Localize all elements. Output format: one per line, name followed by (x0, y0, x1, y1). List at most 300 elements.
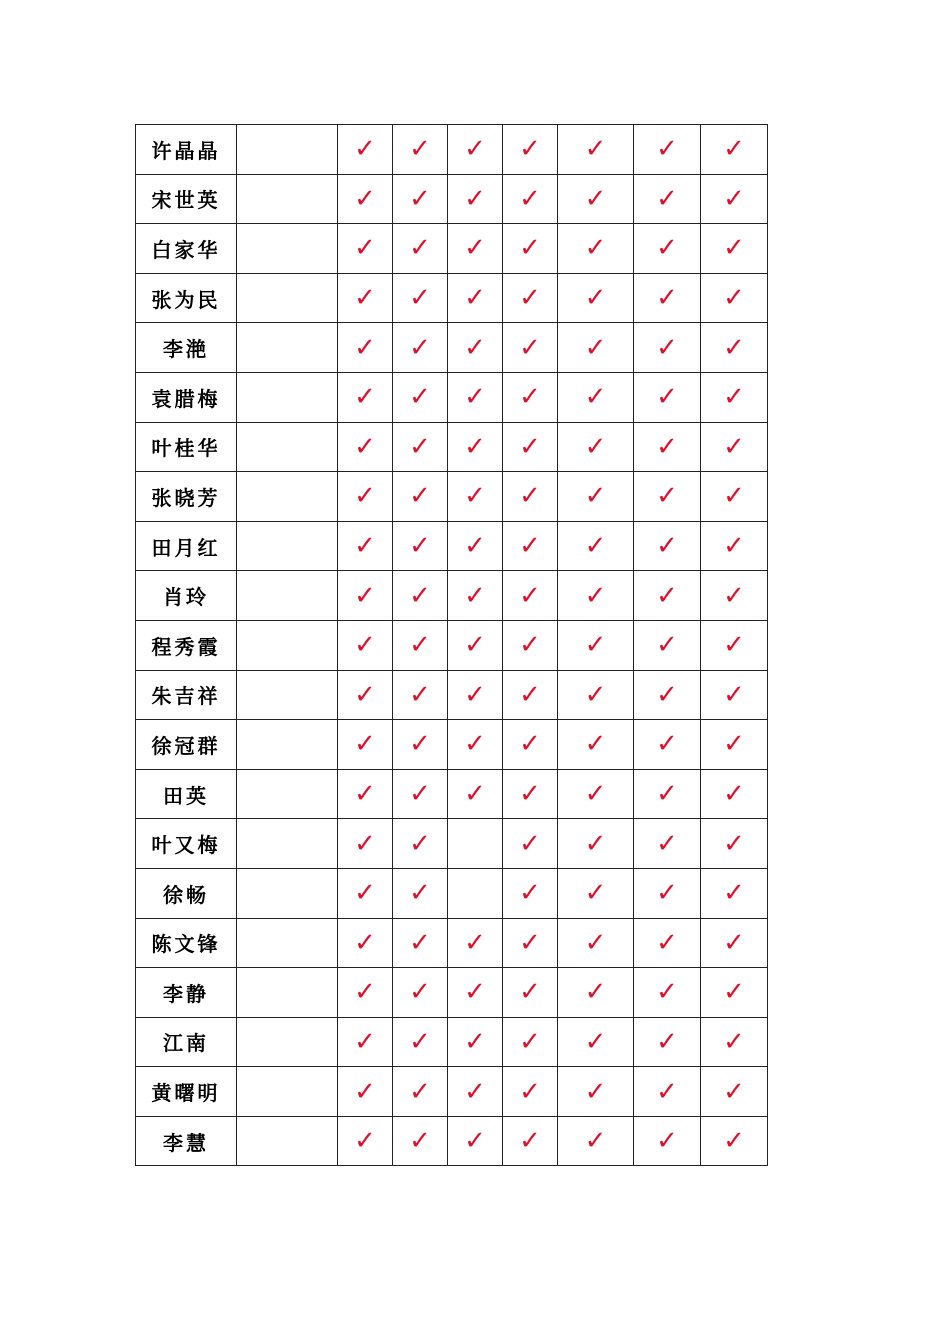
check-icon: ✓ (723, 531, 745, 562)
name-cell: 程秀霞 (136, 620, 237, 670)
check-icon: ✓ (656, 283, 678, 314)
check-mark-cell (338, 868, 393, 918)
check-icon: ✓ (584, 481, 607, 512)
check-icon: ✓ (584, 332, 607, 363)
check-icon: ✓ (519, 779, 541, 810)
check-mark-cell (393, 918, 448, 968)
check-mark-cell (338, 819, 393, 869)
check-mark-cell (701, 224, 768, 274)
blank-cell (237, 422, 338, 472)
check-mark-cell (558, 1067, 634, 1117)
check-mark-cell (701, 472, 768, 522)
check-mark-cell (558, 620, 634, 670)
table-row (136, 819, 768, 869)
check-icon: ✓ (656, 332, 678, 363)
check-mark-cell (503, 472, 558, 522)
check-mark-cell (634, 868, 701, 918)
name-cell: 田月红 (136, 521, 237, 571)
check-mark-cell (503, 620, 558, 670)
check-icon: ✓ (409, 679, 431, 710)
check-icon: ✓ (584, 580, 607, 611)
check-mark-cell (448, 620, 503, 670)
check-mark-cell (503, 968, 558, 1018)
check-icon: ✓ (519, 134, 541, 165)
blank-cell (237, 1017, 338, 1067)
check-icon: ✓ (354, 233, 376, 264)
check-mark-cell (701, 521, 768, 571)
empty-cell (448, 819, 503, 869)
check-mark-cell (393, 174, 448, 224)
check-mark-cell (701, 372, 768, 422)
check-mark-cell (634, 769, 701, 819)
table-body (136, 125, 768, 1166)
check-icon: ✓ (519, 828, 541, 859)
check-mark-cell (558, 968, 634, 1018)
check-icon: ✓ (354, 878, 376, 909)
check-mark-cell (393, 769, 448, 819)
blank-cell (237, 372, 338, 422)
check-icon: ✓ (354, 1076, 376, 1107)
check-icon: ✓ (656, 134, 678, 165)
check-icon: ✓ (519, 729, 541, 760)
check-mark-cell (503, 422, 558, 472)
table-row (136, 372, 768, 422)
check-mark-cell (338, 1116, 393, 1166)
blank-cell (237, 670, 338, 720)
check-icon: ✓ (354, 382, 376, 413)
check-mark-cell (701, 670, 768, 720)
check-mark-cell (503, 125, 558, 175)
check-icon: ✓ (656, 183, 678, 214)
blank-cell (237, 1116, 338, 1166)
check-mark-cell (558, 918, 634, 968)
check-icon: ✓ (409, 283, 431, 314)
check-mark-cell (338, 224, 393, 274)
check-mark-cell (338, 620, 393, 670)
check-mark-cell (393, 868, 448, 918)
check-mark-cell (558, 273, 634, 323)
check-mark-cell (448, 670, 503, 720)
check-mark-cell (558, 769, 634, 819)
check-mark-cell (558, 571, 634, 621)
check-icon: ✓ (656, 382, 678, 413)
check-icon: ✓ (656, 977, 678, 1008)
check-icon: ✓ (464, 1126, 486, 1157)
check-icon: ✓ (354, 134, 376, 165)
check-icon: ✓ (723, 580, 745, 611)
check-icon: ✓ (464, 927, 486, 958)
check-icon: ✓ (584, 431, 607, 462)
blank-cell (237, 918, 338, 968)
check-icon: ✓ (409, 233, 431, 264)
check-mark-cell (503, 769, 558, 819)
check-mark-cell (701, 273, 768, 323)
check-icon: ✓ (584, 382, 607, 413)
check-mark-cell (338, 273, 393, 323)
check-mark-cell (634, 372, 701, 422)
table-row (136, 720, 768, 770)
check-icon: ✓ (409, 878, 431, 909)
check-mark-cell (701, 571, 768, 621)
check-mark-cell (338, 323, 393, 373)
check-mark-cell (701, 720, 768, 770)
check-mark-cell (393, 968, 448, 1018)
check-mark-cell (503, 174, 558, 224)
check-icon: ✓ (519, 481, 541, 512)
check-mark-cell (338, 422, 393, 472)
check-mark-cell (634, 819, 701, 869)
check-icon: ✓ (519, 1076, 541, 1107)
check-mark-cell (634, 472, 701, 522)
table-row (136, 571, 768, 621)
check-icon: ✓ (409, 134, 431, 165)
name-cell: 陈文锋 (136, 918, 237, 968)
check-icon: ✓ (464, 332, 486, 363)
check-icon: ✓ (723, 283, 745, 314)
blank-cell (237, 819, 338, 869)
check-icon: ✓ (409, 977, 431, 1008)
check-mark-cell (393, 521, 448, 571)
check-mark-cell (503, 670, 558, 720)
check-icon: ✓ (409, 481, 431, 512)
check-mark-cell (634, 174, 701, 224)
check-icon: ✓ (354, 927, 376, 958)
check-mark-cell (701, 918, 768, 968)
blank-cell (237, 273, 338, 323)
check-mark-cell (558, 819, 634, 869)
blank-cell (237, 323, 338, 373)
check-icon: ✓ (656, 630, 678, 661)
blank-cell (237, 620, 338, 670)
table-row (136, 1116, 768, 1166)
name-cell: 肖玲 (136, 571, 237, 621)
check-icon: ✓ (519, 233, 541, 264)
check-icon: ✓ (723, 878, 745, 909)
check-icon: ✓ (723, 679, 745, 710)
check-mark-cell (634, 521, 701, 571)
check-icon: ✓ (656, 1026, 678, 1057)
check-mark-cell (558, 174, 634, 224)
table-row (136, 472, 768, 522)
check-mark-cell (701, 1017, 768, 1067)
check-mark-cell (558, 323, 634, 373)
check-icon: ✓ (409, 828, 431, 859)
check-icon: ✓ (723, 1026, 745, 1057)
check-mark-cell (701, 422, 768, 472)
check-mark-cell (448, 372, 503, 422)
check-mark-cell (393, 819, 448, 869)
name-cell: 叶桂华 (136, 422, 237, 472)
name-cell: 朱吉祥 (136, 670, 237, 720)
check-mark-cell (634, 968, 701, 1018)
check-icon: ✓ (656, 1126, 678, 1157)
check-mark-cell (503, 1116, 558, 1166)
check-mark-cell (701, 1116, 768, 1166)
check-icon: ✓ (354, 779, 376, 810)
check-icon: ✓ (519, 1126, 541, 1157)
check-mark-cell (701, 819, 768, 869)
check-icon: ✓ (584, 828, 607, 859)
check-icon: ✓ (723, 183, 745, 214)
blank-cell (237, 968, 338, 1018)
check-mark-cell (448, 174, 503, 224)
check-icon: ✓ (723, 1076, 745, 1107)
check-mark-cell (338, 1017, 393, 1067)
check-icon: ✓ (409, 927, 431, 958)
check-mark-cell (448, 323, 503, 373)
check-icon: ✓ (656, 779, 678, 810)
check-icon: ✓ (519, 431, 541, 462)
check-mark-cell (634, 918, 701, 968)
check-mark-cell (503, 918, 558, 968)
table-row (136, 620, 768, 670)
empty-cell (448, 868, 503, 918)
check-icon: ✓ (723, 630, 745, 661)
check-mark-cell (634, 571, 701, 621)
check-mark-cell (503, 720, 558, 770)
name-cell: 徐冠群 (136, 720, 237, 770)
check-mark-cell (393, 1116, 448, 1166)
check-mark-cell (558, 472, 634, 522)
check-icon: ✓ (656, 1076, 678, 1107)
check-icon: ✓ (354, 332, 376, 363)
check-icon: ✓ (584, 1026, 607, 1057)
check-icon: ✓ (464, 481, 486, 512)
check-mark-cell (558, 1017, 634, 1067)
check-icon: ✓ (584, 1076, 607, 1107)
check-icon: ✓ (354, 977, 376, 1008)
check-mark-cell (448, 918, 503, 968)
check-mark-cell (393, 472, 448, 522)
check-mark-cell (393, 1017, 448, 1067)
check-icon: ✓ (464, 679, 486, 710)
check-icon: ✓ (519, 382, 541, 413)
check-mark-cell (634, 1067, 701, 1117)
check-icon: ✓ (464, 382, 486, 413)
check-icon: ✓ (656, 233, 678, 264)
check-icon: ✓ (464, 1076, 486, 1107)
check-icon: ✓ (584, 233, 607, 264)
table-row (136, 968, 768, 1018)
check-icon: ✓ (519, 977, 541, 1008)
check-mark-cell (448, 769, 503, 819)
check-mark-cell (558, 1116, 634, 1166)
check-mark-cell (338, 1067, 393, 1117)
check-icon: ✓ (464, 580, 486, 611)
check-mark-cell (701, 620, 768, 670)
name-cell: 张晓芳 (136, 472, 237, 522)
check-mark-cell (393, 620, 448, 670)
check-mark-cell (448, 968, 503, 1018)
check-icon: ✓ (723, 382, 745, 413)
check-icon: ✓ (464, 233, 486, 264)
check-mark-cell (558, 372, 634, 422)
check-icon: ✓ (409, 332, 431, 363)
table-row (136, 918, 768, 968)
check-icon: ✓ (464, 283, 486, 314)
name-cell: 叶又梅 (136, 819, 237, 869)
check-icon: ✓ (723, 431, 745, 462)
check-icon: ✓ (464, 531, 486, 562)
check-icon: ✓ (409, 183, 431, 214)
check-mark-cell (448, 472, 503, 522)
check-mark-cell (634, 422, 701, 472)
check-mark-cell (448, 720, 503, 770)
name-cell: 宋世英 (136, 174, 237, 224)
blank-cell (237, 571, 338, 621)
check-icon: ✓ (519, 679, 541, 710)
check-icon: ✓ (409, 580, 431, 611)
check-icon: ✓ (354, 580, 376, 611)
check-mark-cell (448, 1017, 503, 1067)
check-mark-cell (558, 868, 634, 918)
check-mark-cell (448, 273, 503, 323)
name-cell: 黄曙明 (136, 1067, 237, 1117)
check-icon: ✓ (584, 1126, 607, 1157)
check-mark-cell (503, 571, 558, 621)
check-icon: ✓ (584, 927, 607, 958)
check-icon: ✓ (519, 878, 541, 909)
check-mark-cell (634, 670, 701, 720)
check-icon: ✓ (723, 779, 745, 810)
check-mark-cell (338, 372, 393, 422)
check-icon: ✓ (656, 729, 678, 760)
check-mark-cell (448, 224, 503, 274)
check-mark-cell (503, 372, 558, 422)
check-icon: ✓ (656, 580, 678, 611)
check-icon: ✓ (354, 1026, 376, 1057)
name-cell: 张为民 (136, 273, 237, 323)
check-mark-cell (701, 174, 768, 224)
check-icon: ✓ (723, 828, 745, 859)
table-row (136, 422, 768, 472)
check-icon: ✓ (656, 878, 678, 909)
check-mark-cell (634, 620, 701, 670)
check-icon: ✓ (464, 630, 486, 661)
table-row (136, 174, 768, 224)
check-icon: ✓ (354, 729, 376, 760)
check-mark-cell (338, 521, 393, 571)
check-icon: ✓ (723, 1126, 745, 1157)
blank-cell (237, 472, 338, 522)
check-mark-cell (393, 1067, 448, 1117)
name-cell: 江南 (136, 1017, 237, 1067)
name-cell: 李慧 (136, 1116, 237, 1166)
check-icon: ✓ (656, 431, 678, 462)
table-row (136, 224, 768, 274)
name-cell: 徐畅 (136, 868, 237, 918)
check-icon: ✓ (584, 134, 607, 165)
check-mark-cell (338, 174, 393, 224)
check-icon: ✓ (584, 779, 607, 810)
name-cell: 田英 (136, 769, 237, 819)
check-mark-cell (338, 472, 393, 522)
check-mark-cell (393, 720, 448, 770)
check-icon: ✓ (723, 729, 745, 760)
blank-cell (237, 174, 338, 224)
check-icon: ✓ (409, 531, 431, 562)
check-icon: ✓ (354, 531, 376, 562)
check-icon: ✓ (409, 431, 431, 462)
check-mark-cell (503, 521, 558, 571)
check-icon: ✓ (519, 580, 541, 611)
check-mark-cell (338, 571, 393, 621)
check-icon: ✓ (656, 481, 678, 512)
name-cell: 许晶晶 (136, 125, 237, 175)
name-cell: 袁腊梅 (136, 372, 237, 422)
check-icon: ✓ (464, 977, 486, 1008)
check-icon: ✓ (584, 531, 607, 562)
check-mark-cell (558, 125, 634, 175)
check-mark-cell (393, 125, 448, 175)
check-icon: ✓ (354, 630, 376, 661)
blank-cell (237, 521, 338, 571)
blank-cell (237, 1067, 338, 1117)
check-mark-cell (701, 769, 768, 819)
check-mark-cell (448, 125, 503, 175)
check-icon: ✓ (519, 283, 541, 314)
blank-cell (237, 868, 338, 918)
check-icon: ✓ (464, 1026, 486, 1057)
table-row (136, 125, 768, 175)
check-mark-cell (393, 323, 448, 373)
check-mark-cell (701, 323, 768, 373)
check-icon: ✓ (464, 729, 486, 760)
check-icon: ✓ (584, 878, 607, 909)
check-icon: ✓ (656, 828, 678, 859)
attendance-table (135, 124, 768, 1166)
check-icon: ✓ (354, 431, 376, 462)
check-icon: ✓ (464, 183, 486, 214)
check-icon: ✓ (584, 977, 607, 1008)
check-mark-cell (558, 521, 634, 571)
check-mark-cell (448, 571, 503, 621)
check-mark-cell (338, 670, 393, 720)
check-icon: ✓ (584, 183, 607, 214)
table-row (136, 1017, 768, 1067)
check-mark-cell (634, 273, 701, 323)
check-icon: ✓ (656, 531, 678, 562)
check-icon: ✓ (723, 332, 745, 363)
check-icon: ✓ (354, 183, 376, 214)
check-icon: ✓ (409, 779, 431, 810)
check-mark-cell (634, 323, 701, 373)
check-mark-cell (338, 918, 393, 968)
check-icon: ✓ (354, 679, 376, 710)
check-icon: ✓ (723, 134, 745, 165)
name-cell: 李滟 (136, 323, 237, 373)
check-mark-cell (393, 224, 448, 274)
check-icon: ✓ (464, 779, 486, 810)
table-row (136, 323, 768, 373)
check-icon: ✓ (354, 1126, 376, 1157)
check-icon: ✓ (464, 134, 486, 165)
check-mark-cell (338, 769, 393, 819)
name-cell: 白家华 (136, 224, 237, 274)
check-mark-cell (393, 571, 448, 621)
check-mark-cell (701, 125, 768, 175)
name-cell: 李静 (136, 968, 237, 1018)
check-icon: ✓ (584, 729, 607, 760)
check-mark-cell (634, 1116, 701, 1166)
check-mark-cell (558, 224, 634, 274)
check-mark-cell (503, 224, 558, 274)
check-icon: ✓ (519, 332, 541, 363)
check-mark-cell (448, 521, 503, 571)
check-mark-cell (558, 422, 634, 472)
check-mark-cell (558, 720, 634, 770)
check-icon: ✓ (519, 1026, 541, 1057)
